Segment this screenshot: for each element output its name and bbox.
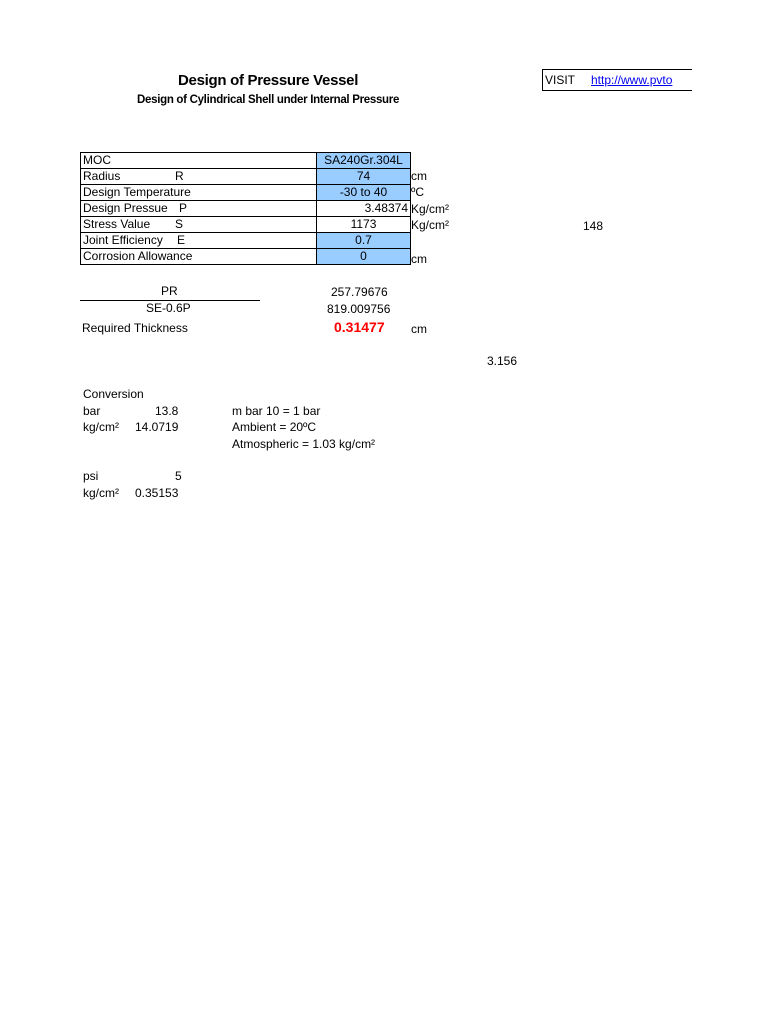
- conversion-note: Ambient = 20ºC: [232, 420, 317, 434]
- input-label: Radius: [83, 169, 121, 183]
- conversion-bar-value: 13.8: [155, 404, 179, 418]
- input-label-cell: [81, 153, 317, 169]
- formula-numerator-value: 257.79676: [331, 285, 388, 299]
- design-temperature-value-cell[interactable]: -30 to 40: [317, 185, 411, 201]
- conversion-psi-label: psi: [83, 469, 99, 483]
- conversion-kgcm-label: kg/cm²: [83, 486, 119, 500]
- unit-label: cm: [411, 252, 427, 266]
- input-label: MOC: [83, 153, 111, 167]
- unit-label: cm: [411, 169, 427, 183]
- input-label: Joint Efficiency: [83, 233, 163, 247]
- conversion-note: m bar 10 = 1 bar: [232, 404, 321, 418]
- formula-denominator-label: SE-0.6P: [146, 301, 191, 315]
- unit-label: Kg/cm²: [411, 218, 450, 232]
- formula-numerator-label: PR: [161, 284, 178, 298]
- table-row: [81, 169, 411, 185]
- required-thickness-value: 0.31477: [334, 319, 385, 335]
- input-label-cell: [81, 169, 317, 185]
- input-label: Design Temperature: [83, 185, 191, 199]
- table-row: [81, 233, 411, 249]
- joint-efficiency-value-cell[interactable]: 0.7: [317, 233, 411, 249]
- page-title: Design of Pressure Vessel: [178, 72, 359, 89]
- design-pressure-value-cell[interactable]: 3.48374: [317, 201, 411, 217]
- table-row: [81, 185, 411, 201]
- table-row: [81, 153, 411, 169]
- side-value: 3.156: [487, 354, 518, 368]
- input-label-cell: [81, 249, 317, 265]
- input-symbol: P: [179, 201, 188, 215]
- conversion-bar-label: bar: [83, 404, 101, 418]
- input-label: Corrosion Allowance: [83, 249, 193, 263]
- moc-value-cell[interactable]: SA240Gr.304L: [317, 153, 411, 169]
- visit-link[interactable]: http://www.pvto: [591, 73, 673, 87]
- table-row: [81, 217, 411, 233]
- conversion-title: Conversion: [83, 387, 144, 401]
- side-value: 148: [583, 219, 604, 233]
- input-label: Design Pressue: [83, 201, 168, 215]
- input-symbol: E: [177, 233, 186, 247]
- stress-value-cell[interactable]: 1173: [317, 217, 411, 233]
- corrosion-allowance-value-cell[interactable]: 0: [317, 249, 411, 265]
- conversion-kgcm-value: 14.0719: [135, 420, 179, 434]
- input-symbol: R: [175, 169, 184, 183]
- conversion-kgcm-value: 0.35153: [135, 486, 179, 500]
- required-thickness-unit: cm: [411, 322, 427, 336]
- unit-label: Kg/cm²: [411, 202, 450, 216]
- input-label: Stress Value: [83, 217, 151, 231]
- conversion-psi-value: 5: [175, 469, 182, 483]
- input-label-cell: [81, 201, 317, 217]
- required-thickness-label: Required Thickness: [82, 321, 188, 335]
- input-label-cell: [81, 185, 317, 201]
- input-label-cell: [81, 217, 317, 233]
- radius-value-cell[interactable]: 74: [317, 169, 411, 185]
- unit-label: ºC: [411, 185, 425, 199]
- conversion-kgcm-label: kg/cm²: [83, 420, 119, 434]
- table-row: [81, 249, 411, 265]
- inputs-table: [80, 152, 411, 265]
- formula-denominator-value: 819.009756: [327, 302, 391, 316]
- conversion-note: Atmospheric = 1.03 kg/cm²: [232, 437, 376, 451]
- input-symbol: S: [175, 217, 184, 231]
- visit-box: [542, 69, 692, 91]
- page-subtitle: Design of Cylindrical Shell under Internal Pressure: [137, 94, 400, 106]
- visit-label: VISIT: [545, 73, 576, 87]
- table-row: [81, 201, 411, 217]
- input-label-cell: [81, 233, 317, 249]
